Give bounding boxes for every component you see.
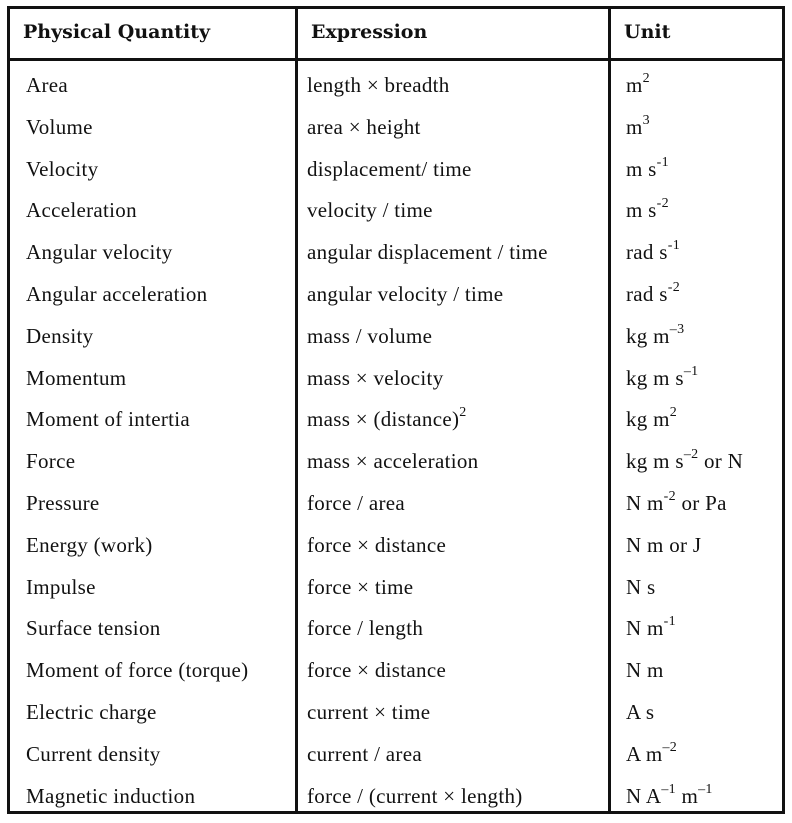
- quantity-cell: Angular velocity: [26, 240, 173, 265]
- expression-text: force × distance: [307, 658, 447, 683]
- quantity-cell: Moment of intertia: [26, 407, 191, 432]
- unit-cell: [611, 106, 782, 148]
- expression-text: current × time: [307, 700, 431, 724]
- table-row: [10, 398, 782, 440]
- unit-exponent: –1: [698, 781, 713, 797]
- unit-text: or N: [698, 449, 744, 474]
- units-table: [7, 6, 785, 814]
- header-expression: Expression: [311, 21, 428, 43]
- expression-cell: [298, 398, 608, 440]
- expression-text: force / length: [307, 616, 424, 641]
- unit-cell: [611, 148, 782, 190]
- unit-cell: [611, 649, 782, 691]
- unit-text: N s: [626, 574, 656, 599]
- expression-text: velocity / time: [307, 198, 433, 223]
- quantity-cell: Impulse: [26, 574, 96, 599]
- unit-exponent: -2: [656, 196, 669, 212]
- expression-cell: [298, 440, 608, 482]
- table-row: [10, 691, 782, 733]
- expression-text: mass / volume: [307, 323, 433, 348]
- unit-text: rad s: [626, 282, 668, 306]
- unit-cell: [611, 315, 782, 357]
- header-unit: Unit: [624, 21, 671, 43]
- unit-text: kg m s: [626, 449, 684, 474]
- expression-text: angular displacement / time: [307, 240, 548, 265]
- unit-cell: [611, 189, 782, 231]
- unit-text: kg m s: [626, 365, 684, 390]
- unit-exponent: 2: [669, 405, 678, 421]
- quantity-cell: Energy (work): [26, 532, 153, 557]
- table-row: [10, 231, 782, 273]
- expression-text: current / area: [307, 741, 422, 766]
- unit-cell: [611, 482, 782, 524]
- expression-text: area × height: [307, 114, 421, 139]
- unit-cell: [611, 775, 782, 817]
- expression-text: mass × acceleration: [307, 449, 479, 474]
- quantity-cell: Momentum: [26, 365, 127, 390]
- unit-exponent: –3: [669, 321, 685, 337]
- unit-text: kg m: [626, 323, 670, 348]
- quantity-cell: Volume: [26, 114, 93, 139]
- unit-text: N m: [626, 491, 664, 515]
- quantity-cell: Area: [26, 73, 69, 97]
- expression-cell: [298, 607, 608, 649]
- table-row: [10, 649, 782, 691]
- unit-text: N m: [626, 658, 664, 683]
- table-row: [10, 482, 782, 524]
- expression-text: force × distance: [307, 532, 447, 557]
- table-row: [10, 106, 782, 148]
- table-row: [10, 607, 782, 649]
- quantity-cell: Force: [26, 449, 76, 474]
- unit-text: N m: [626, 616, 664, 641]
- unit-text: m: [675, 783, 699, 808]
- quantity-cell: Density: [26, 323, 94, 348]
- expression-cell: [298, 148, 608, 190]
- expression-text: displacement/ time: [307, 156, 472, 181]
- expression-text: mass × velocity: [307, 365, 444, 390]
- expression-cell: [298, 482, 608, 524]
- expression-cell: [298, 357, 608, 399]
- unit-exponent: –1: [661, 781, 676, 797]
- expression-cell: [298, 273, 608, 315]
- quantity-cell: Velocity: [26, 156, 99, 181]
- unit-cell: [611, 231, 782, 273]
- expression-cell: [298, 106, 608, 148]
- unit-exponent: –2: [662, 739, 678, 755]
- unit-text: rad s: [626, 240, 668, 265]
- unit-text: N A: [626, 783, 662, 808]
- unit-exponent: -1: [667, 238, 681, 254]
- unit-exponent: 3: [642, 112, 650, 128]
- unit-cell: [611, 607, 782, 649]
- expression-cell: [298, 189, 608, 231]
- unit-exponent: -1: [656, 154, 669, 170]
- table-row: [10, 775, 782, 817]
- table-row: [10, 733, 782, 775]
- expression-cell: [298, 231, 608, 273]
- table-row: [10, 273, 782, 315]
- unit-text: N m or J: [626, 532, 702, 557]
- unit-cell: [611, 273, 782, 315]
- unit-exponent: 2: [642, 71, 650, 86]
- header-divider: [10, 58, 782, 61]
- expression-text: force / (current × length): [307, 783, 523, 808]
- table-row: [10, 148, 782, 190]
- quantity-cell: Magnetic induction: [26, 783, 196, 808]
- table-row: [10, 357, 782, 399]
- table-row: [10, 189, 782, 231]
- expression-cell: [298, 733, 608, 775]
- unit-cell: [611, 691, 782, 733]
- expression-cell: [298, 691, 608, 733]
- unit-exponent: –2: [683, 447, 699, 463]
- expression-text: mass × (distance): [307, 407, 460, 432]
- unit-cell: [611, 357, 782, 399]
- unit-text: m s: [626, 156, 657, 181]
- header-physical-quantity: Physical Quantity: [23, 21, 211, 43]
- unit-text: m: [626, 114, 643, 139]
- unit-text: or Pa: [675, 491, 727, 515]
- unit-text: kg m: [626, 407, 670, 432]
- table-row: [10, 440, 782, 482]
- expression-superscript: 2: [459, 405, 467, 421]
- quantity-cell: Pressure: [26, 491, 100, 515]
- expression-text: force × time: [307, 574, 414, 599]
- expression-text: angular velocity / time: [307, 282, 504, 306]
- table-row: [10, 64, 782, 106]
- quantity-cell: Acceleration: [26, 198, 137, 223]
- quantity-cell: Electric charge: [26, 700, 157, 724]
- table-row: [10, 315, 782, 357]
- quantity-cell: Current density: [26, 741, 161, 766]
- unit-text: A s: [626, 700, 655, 724]
- unit-text: A m: [626, 741, 663, 766]
- quantity-cell: Moment of force (torque): [26, 658, 249, 683]
- expression-cell: [298, 315, 608, 357]
- unit-exponent: -2: [663, 489, 676, 504]
- expression-cell: [298, 775, 608, 817]
- expression-cell: [298, 649, 608, 691]
- table-row: [10, 524, 782, 566]
- quantity-cell: Angular acceleration: [26, 282, 208, 306]
- unit-cell: [611, 398, 782, 440]
- unit-cell: [611, 64, 782, 106]
- expression-cell: [298, 566, 608, 608]
- unit-cell: [611, 524, 782, 566]
- expression-cell: [298, 64, 608, 106]
- unit-exponent: –1: [683, 363, 699, 379]
- table-row: [10, 566, 782, 608]
- unit-cell: [611, 566, 782, 608]
- unit-cell: [611, 733, 782, 775]
- expression-text: force / area: [307, 491, 406, 515]
- quantity-cell: Surface tension: [26, 616, 161, 641]
- unit-exponent: -1: [663, 614, 676, 630]
- expression-text: length × breadth: [307, 73, 450, 97]
- expression-cell: [298, 524, 608, 566]
- unit-exponent: -2: [667, 280, 681, 295]
- unit-text: m: [626, 73, 643, 97]
- unit-text: m s: [626, 198, 657, 223]
- unit-cell: [611, 440, 782, 482]
